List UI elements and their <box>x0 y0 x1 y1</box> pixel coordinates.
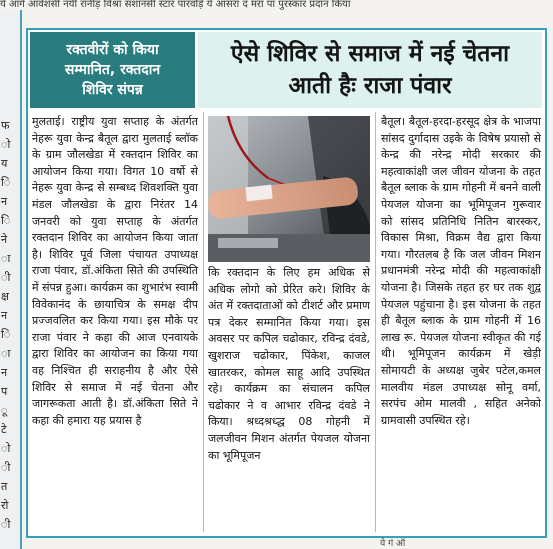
left-edge-char: ि <box>1 176 11 189</box>
left-edge-char: न <box>1 366 8 379</box>
column-divider <box>203 112 204 532</box>
left-edge-char: ि <box>1 328 11 341</box>
article-column-2 <box>208 265 370 533</box>
column-3-text: बैतूल। बैतूल-हरदा-हरसूद क्षेत्र के भाजपा सांसद दुर्गादास उइके के विषेष प्रयासो से केन्द्र की नरेन्द्र मोदी सरकार की महत्वाकांक्षी जल जीवन योजना के तहत बैतूल ब्लाक के ग्राम गोहनी में बनने वाली पेयजल योजना का भूमिपूजन गुरूवार को सांसद प्रतिनिधि नितिन बारस्कर, विकास मिश्रा, विक्रम वैद्य द्वारा किया गया। गौरतलब है कि जल जीवन मिशन प्रधानमंत्री नरेन्द्र मोदी की महत्वाकांक्षी योजना है। जिसके तहत हर घर तक शुद्व पेयजल पहुंचाना है। इस योजना के तहत ही बैतूल ब्लाक के ग्राम गोहनी में 16 लाख रू. पेयजल योजना स्वीकृत की गई थी। भूमिपूजन कार्यक्रम में खेड़ी सोमायटी के अध्यक्ष जुबेर पटेल,कमल मालवीय मंडल उपाध्यक्ष सोनू वर्मा, सरपंच ओम मालवी , सहित अनेको ग्रामवासी उपस्थित रहे। <box>381 115 541 427</box>
left-edge-char: ो <box>1 442 11 455</box>
main-headline <box>198 32 542 108</box>
blood-donation-photo <box>208 116 370 262</box>
left-edge-char: ी <box>1 461 11 474</box>
sidebar-headline-line1: रक्तवीरों को किया <box>66 42 159 58</box>
bottom-clipped-text: ये गं ऑ <box>380 539 406 549</box>
main-headline-line1: ऐसे शिविर से समाज में नई चेतना <box>230 41 510 67</box>
left-clipped-column <box>0 10 22 549</box>
article-column-1 <box>32 114 198 534</box>
left-edge-char: ी <box>1 518 11 531</box>
left-edge-char: ा <box>1 347 11 360</box>
left-edge-char: ा <box>1 252 11 265</box>
article-column-3 <box>381 114 541 534</box>
left-edge-char: ू <box>1 404 8 417</box>
left-edge-char: क्ष <box>1 290 9 303</box>
sidebar-headline <box>30 32 195 108</box>
left-edge-char: प <box>1 385 8 398</box>
column-1-text: मुलताई। राष्ट्रीय युवा सप्ताह के अंतर्गत नेहरू युवा केन्द्र बैतूल द्वारा मुलताई ब्लॉक के ग्राम जौलखेडा में रक्तदान शिविर का आयोजन किया गया। विगत 10 वर्षो से नेहरू युवा केन्द्र से सम्बध्द शिवशक्ति युवा मंडल जौलखेडा के द्वारा निरंतर 14 जनवरी को युवा सप्ताह के अंतर्गत रक्तदान शिविर का आयोजन किया जाता है। शिविर पूर्व जिला पंचायत उपाध्यक्ष राजा पंवार, डॉ.अंकिता सिते की उपस्थिति में संपन्न हुआ। कार्यक्रम का शुभारंभ स्वामी विवेकानंद के छायाचित्र के समक्ष दीप प्रज्जवलित कर किया गया। इस मौके पर राजा पंवार ने कहा की आज एनवायके द्वारा शिविर का आयोजन का किया गया वह निश्चित ही सराहनीय है और ऐसे शिविर से समाज में नई चेतना और जागरूकता आती है। डॉ.अंकिता सिते ने कहा की हमारा यह प्रयास है <box>32 115 198 427</box>
sidebar-headline-line2: सम्मानित, रक्तदान <box>64 62 161 78</box>
top-clipped-text: र्य आर्ग आवेशसी नयी रानीड़ विश्रा संशानसी स्टार पारवोड़े ये आसरा द मरा पा पुरस्कार प्रदान किया <box>0 0 351 10</box>
left-edge-char: य <box>1 157 8 170</box>
left-edge-char: ने <box>1 233 8 246</box>
left-edge-char: ि <box>1 214 11 227</box>
main-headline-line2: आती हैः राजा पंवार <box>288 73 452 99</box>
left-edge-char: रो <box>1 499 9 512</box>
left-edge-char: टे <box>1 423 7 436</box>
left-edge-char: ो <box>1 138 11 151</box>
blood-donation-image <box>208 116 370 262</box>
left-edge-char: त <box>1 480 8 493</box>
left-edge-char: न <box>1 195 8 208</box>
left-edge-char: ी <box>1 271 11 284</box>
left-edge-char: न <box>1 309 8 322</box>
column-divider <box>375 112 376 532</box>
left-edge-char: फ <box>1 119 10 132</box>
column-2-text: कि रक्तदान के लिए हम अधिक से अधिक लोगो को प्रेरित करे। शिविर के अंत में रक्तदाताओं को टीशर्ट और प्रमाण पत्र देकर सम्मानित किया गया। इस अवसर पर कपिल चढोकार, रविन्द्र दंवडे, खुशराज चढोकार, पिंकेश, काजल खातरकर, कोमल साहू आदि उपस्थित रहे। कार्यक्रम का संचालन कपिल चढोकार ने व आभार रविन्द्र दंवडे ने किया। श्रध्दश्रध्द्ध 08 गोहनी में जलजीवन मिशन अंतर्गत पेयजल योजना का भूमिपूजन <box>208 266 370 462</box>
sidebar-headline-line3: शिविर संपन्न <box>82 82 143 98</box>
